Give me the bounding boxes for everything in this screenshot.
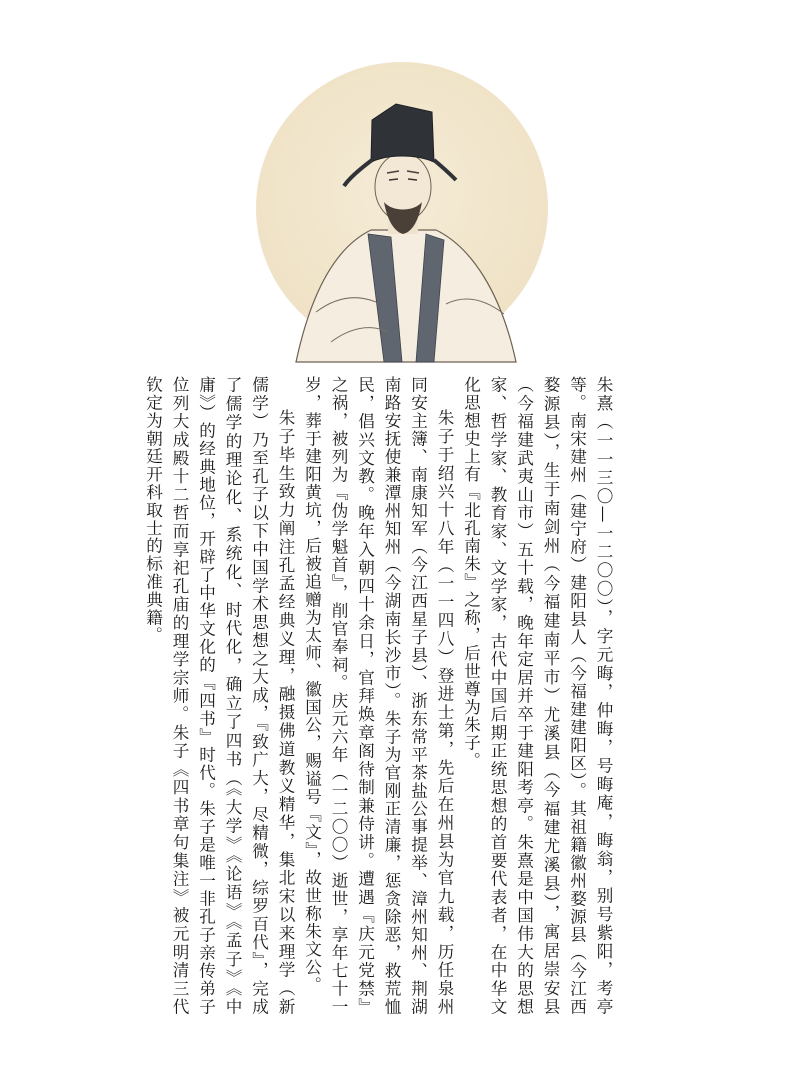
paragraph-1: 朱熹（一一三〇—一二〇〇），字元晦，仲晦，号晦庵，晦翁，别号紫阳，考亭等。南宋建州（建宁府）建阳县人（今福建建阳区）。其祖籍徽州婺源县（今江西婺源县），生于南剑州（今福建南平市）尤溪县（今福建尤溪县），寓居崇安县（今福建武夷山市）五十载，晚年定居并卒于建阳考亭。朱熹是中国伟大的思想家、哲学家、教育家、文学家，古代中国后期正统思想的首要代表者，在中华文化思想史上有『北孔南朱』之称，后世尊为朱子。 — [461, 376, 613, 1016]
paragraph-2: 朱子于绍兴十八年（一一四八）登进士第，先后在州县为官九载，历任泉州同安主簿、南康知军（今江西星子县）、浙东常平茶盐公事提举、漳州知州、荆湖南路安抚使兼潭州知州（今湖南长沙市）。朱子为官刚正清廉，惩贪除恶，救荒恤民，倡兴文教。晚年入朝四十余日，官拜焕章阁待制兼侍讲。遭遇『庆元党禁』之祸，被列为『伪学魁首』，削官奉祠。庆元六年（一二〇〇）逝世，享年七十一岁，葬于建阳黄坑，后被追赠为太师、徽国公，赐谥号『文』，故世称朱文公。 — [302, 376, 454, 1016]
zhu-xi-portrait — [256, 62, 548, 354]
paragraph-3: 朱子毕生致力阐注孔孟经典义理，融摄佛道教义精华，集北宋以来理学（新儒学）乃至孔子以下中国学术思想之大成，『致广大，尽精微，综罗百代』，完成了儒学的理论化、系统化、时代化，确立了四书（《大学》《论语》《孟子》《中庸》）的经典地位，开辟了中华文化的『四书』时代。朱子是唯一非孔子亲传弟子位列大成殿十二哲而享祀孔庙的理学宗师。朱子《四书章句集注》被元明清三代钦定为朝廷开科取士的标准典籍。 — [143, 376, 295, 1016]
portrait-illustration — [256, 62, 548, 354]
biography-text — [143, 376, 616, 1016]
